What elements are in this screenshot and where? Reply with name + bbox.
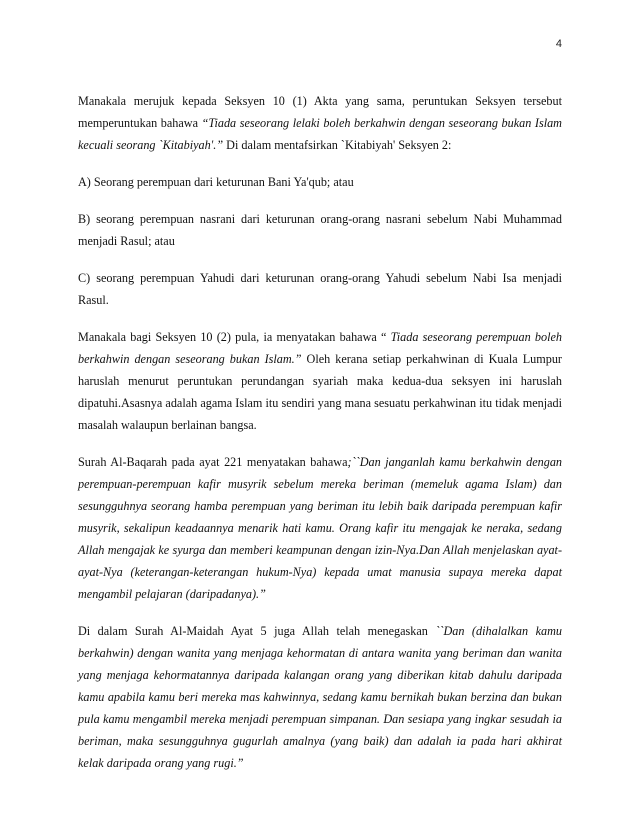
paragraph-al-maidah bbox=[78, 620, 562, 774]
paragraph-seksyen-10-2 bbox=[78, 326, 562, 436]
body-text-run: Manakala bagi Seksyen 10 (2) pula, ia menyatakan bahawa “ bbox=[78, 330, 391, 344]
paragraph-al-baqarah bbox=[78, 451, 562, 605]
body-text-run: B) seorang perempuan nasrani dari keturunan orang-orang nasrani sebelum Nabi Muhammad menjadi Rasul; atau bbox=[78, 212, 562, 248]
body-text-run: Di dalam Surah Al-Maidah Ayat 5 juga Allah telah menegaskan bbox=[78, 624, 436, 638]
body-text-run: A) Seorang perempuan dari keturunan Bani Ya'qub; atau bbox=[78, 175, 354, 189]
paragraph-item-c bbox=[78, 267, 562, 311]
page-number: 4 bbox=[555, 38, 562, 50]
quoted-text: “Tiada seseorang lelaki boleh berkahwin dengan seseorang bukan Islam kecuali seorang `Kitabiyah'.” bbox=[78, 116, 562, 152]
body-text-run: C) seorang perempuan Yahudi dari keturunan orang-orang Yahudi sebelum Nabi Isa menjadi Rasul. bbox=[78, 271, 562, 307]
paragraph-item-b bbox=[78, 208, 562, 252]
body-text-run: Di dalam mentafsirkan `Kitabiyah' Seksyen 2: bbox=[223, 138, 452, 152]
quoted-text: ``Dan (dihalalkan kamu berkahwin) dengan wanita yang menjaga kehormatan di antara wanita yang beriman dan wanita yang menjaga kehormatannya daripada kalangan orang yang diberikan kitab dahulu daripada kamu apabila kamu beri mereka mas kahwinnya, sedang kamu bernikah bukan berzina dan bukan pula kamu mengambil mereka menjadi perempuan simpanan. Dan sesiapa yang ingkar sesudah ia beriman, maka sesungguhnya gugurlah amalnya (yang baik) dan adalah ia pada hari akhirat kelak daripada orang yang rugi.” bbox=[78, 624, 563, 770]
quoted-text: ;``Dan janganlah kamu berkahwin dengan perempuan-perempuan kafir musyrik sebelum mereka beriman (memeluk agama Islam) dan sesungguhnya seorang hamba perempuan yang beriman itu lebih baik daripada perempuan kafir musyrik, sekalipun keadaannya menarik hati kamu. Orang kafir itu mengajak ke neraka, sedang Allah mengajak ke syurga dan memberi keampunan dengan izin-Nya.Dan Allah menjelaskan ayat-ayat-Nya (keterangan-keterangan hukum-Nya) kepada umat manusia supaya mereka dapat mengambil pelajaran (daripadanya).” bbox=[78, 455, 563, 601]
paragraph-seksyen-10-1 bbox=[78, 90, 562, 156]
quoted-text: Tiada seseorang perempuan boleh berkahwin dengan seseorang bukan Islam.” bbox=[78, 330, 562, 366]
paragraph-item-a bbox=[78, 171, 562, 193]
body-text-run: Manakala merujuk kepada Seksyen 10 (1) Akta yang sama, peruntukan Seksyen tersebut memperuntukan bahawa bbox=[78, 94, 562, 130]
body-text-run: Oleh kerana setiap perkahwinan di Kuala Lumpur haruslah menurut peruntukan perundangan syariah maka kedua-dua seksyen ini haruslah dipatuhi.Asasnya adalah agama Islam itu sendiri yang mana sesuatu perkahwinan itu tidak menjadi masalah walaupun berlainan bangsa. bbox=[78, 352, 562, 432]
document-body bbox=[78, 90, 562, 789]
body-text-run: Surah Al-Baqarah pada ayat 221 menyatakan bahawa bbox=[78, 455, 348, 469]
